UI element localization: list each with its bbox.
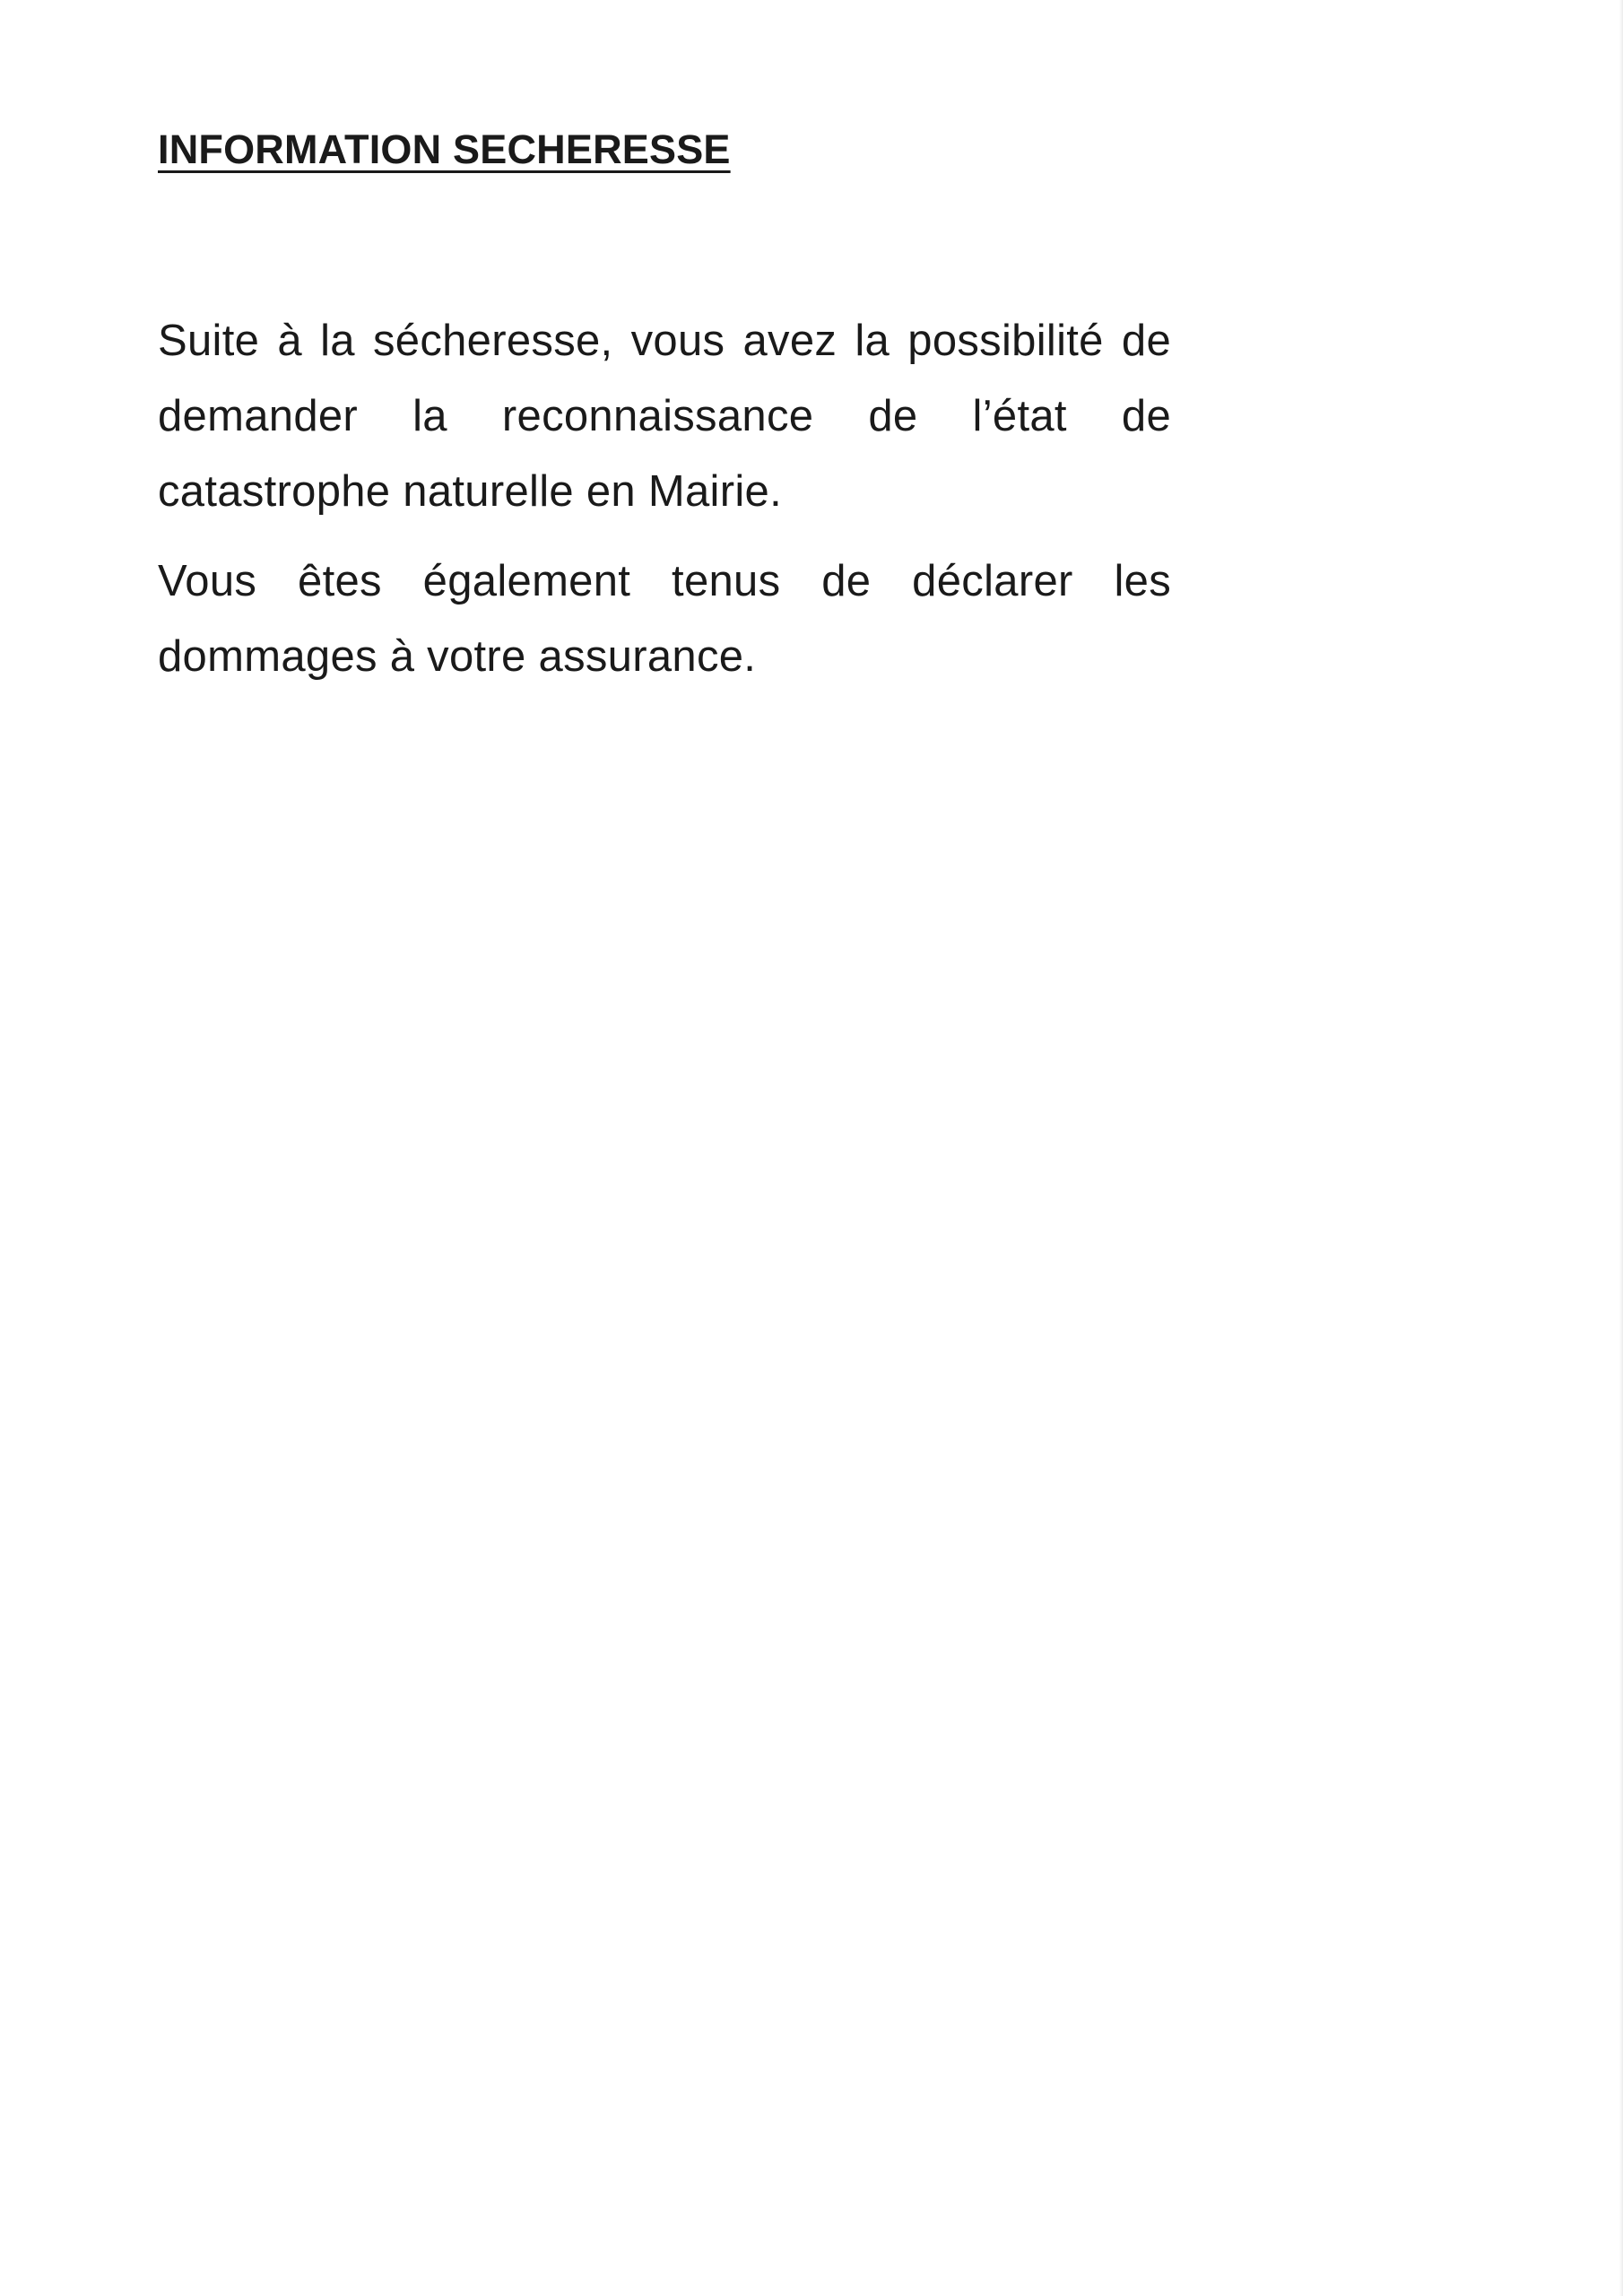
paragraph-insurance-declaration: Vous êtes également tenus de déclarer les dommages à votre assurance. [158, 557, 1171, 681]
page-edge-shadow [1619, 0, 1623, 2296]
document-title: INFORMATION SECHERESSE [158, 126, 731, 172]
document-body [158, 303, 1171, 694]
paragraph-drought-recognition: Suite à la sécheresse, vous avez la possibilité de demander la reconnaissance de l’état de catastrophe naturelle en Mairie. [158, 317, 1171, 516]
document-content [158, 126, 1171, 709]
